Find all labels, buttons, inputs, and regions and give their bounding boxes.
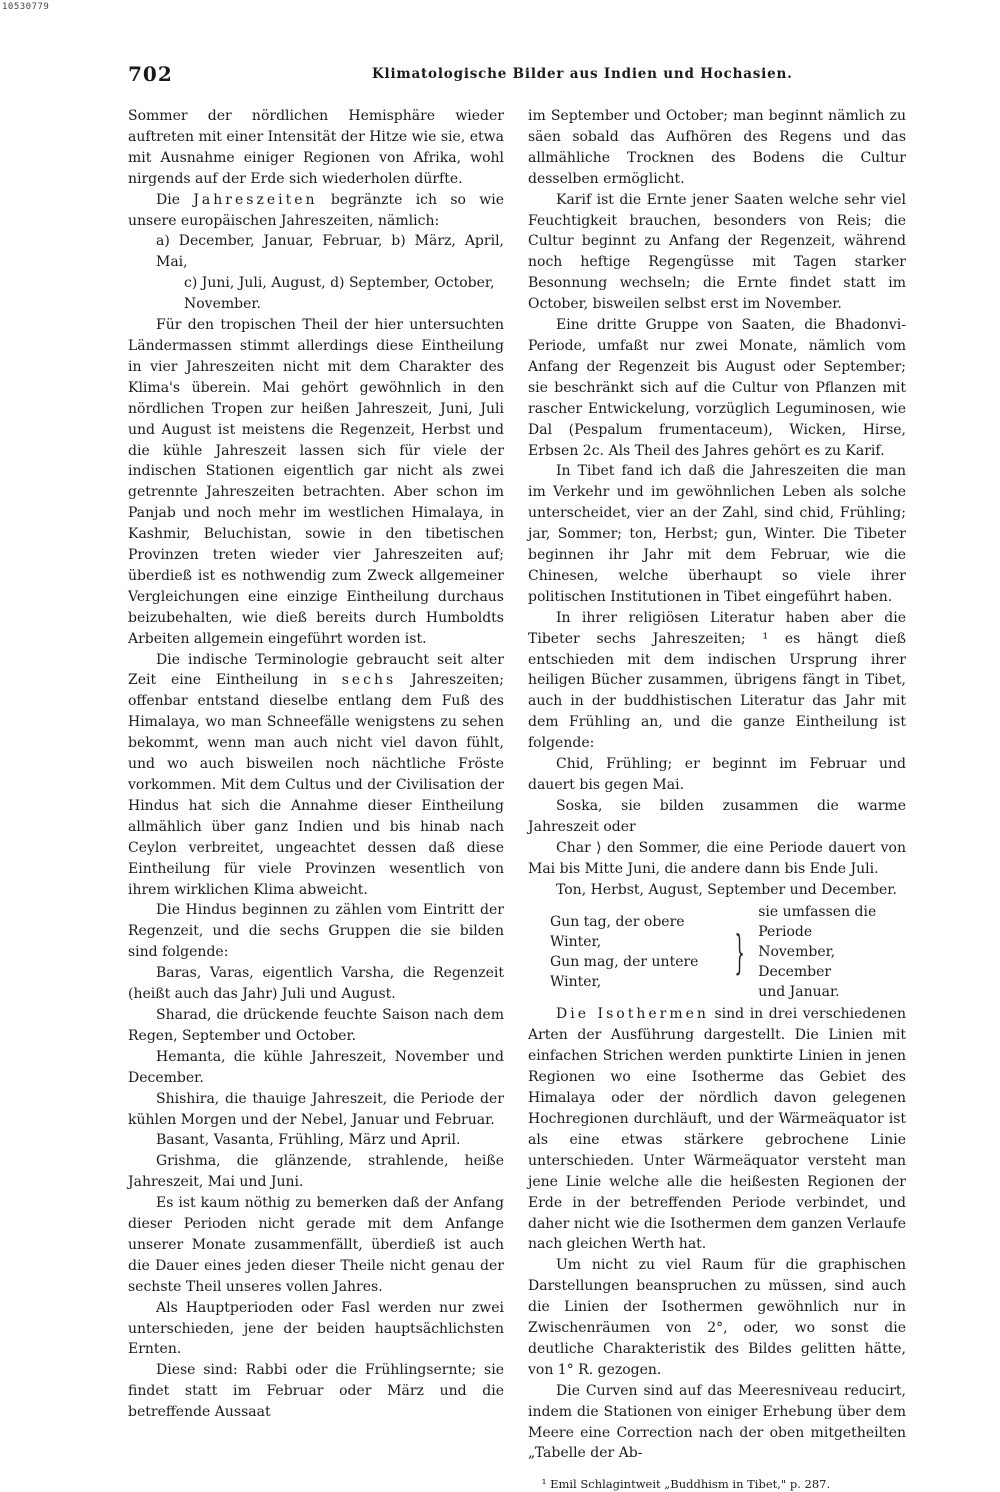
text: Die: [156, 191, 180, 208]
paragraph: Sommer der nördlichen Hemisphäre wieder auftreten mit einer Intensität der Hitze wie sie, etwa mit Ausnahme einiger Regionen von Afrika, wohl nirgends auf der Erde sich wiederholen dürfte.: [128, 108, 504, 187]
text: sind in drei verschiedenen Arten der Ausführung dargestellt. Die Linien mit einfachen Strichen werden punktirte Linien in jenen Regionen wo eine Isotherme das Gebiet des Himalaya oder der nördlich davon gelegenen Hochregionen durchläuft, und der Wärmeäquator ist als eine etwas stärkere gebrochene Linie unterschieden. Unter Wärmeäquator versteht man jene Linie welche alle die heißesten Regionen der Erde in der betreffenden Periode verbindet, und daher nicht wie die Isothermen dem ganzen Verlaufe nach gleichen Werth hat.: [528, 1006, 906, 1253]
list-item: c) Juni, Juli, August, d) September, October, November.: [184, 275, 495, 313]
list-item: Shishira, die thauige Jahreszeit, die Periode der kühlen Morgen und der Nebel, Januar und Februar.: [128, 1090, 504, 1128]
running-title: Klimatologische Bilder aus Indien und Hochasien.: [372, 66, 793, 82]
paragraph: [128, 190, 504, 232]
text: Jahreszeiten; offenbar entstand dieselbe entlang dem Fuß des Himalaya, wo man Schneefälle wenigstens zu sehen bekommt, wenn man auch nicht viel davon fühlt, und wo auch bisweilen noch nächtliche Fröste vorkommen. Mit dem Cultus und der Civilisation der Hindus hat sich die Annahme dieser Eintheilung allmählich über ganz Indien und bis hinab nach Ceylon verbreitet, ungeachtet dessen daß diese Eintheilung für viele Provinzen wesentlich von ihrem wirklichen Klima abweicht.: [128, 672, 504, 898]
spaced-term: sechs: [341, 672, 397, 689]
paragraph: In Tibet fand ich daß die Jahreszeiten die man im Verkehr und im gewöhnlichen Leben als solche unterscheidet, vier an der Zahl, sind chid, Frühling; jar, Sommer; ton, Herbst; gun, Winter. Die Tibeter beginnen ihr Jahr mit dem Februar, wie die Chinesen, welche überhaupt so viele ihrer politischen Institutionen in Tibet eingeführt haben.: [528, 463, 906, 605]
winter-group: [550, 902, 906, 1002]
list-item: Baras, Varas, eigentlich Varsha, die Regenzeit (heißt auch das Jahr) Juli und August.: [128, 965, 504, 1003]
paragraph: [528, 1004, 906, 1255]
left-column: [128, 106, 504, 1423]
text: sie umfassen die Periode: [758, 904, 877, 941]
paragraph: im September und October; man beginnt nämlich zu säen sobald das Aufhören des Regens und das allmähliche Trocknen des Bodens die Cultur desselben ermöglicht.: [528, 108, 906, 187]
spaced-term: Jahreszeiten: [193, 191, 318, 208]
winter-names: [550, 912, 721, 992]
paragraph: Die Hindus beginnen zu zählen vom Eintritt der Regenzeit, und die sechs Gruppen die sie bilden sind folgende:: [128, 902, 504, 961]
right-column: [528, 106, 906, 1492]
paragraph: Die Curven sind auf das Meeresniveau reducirt, indem die Stationen von einiger Erhebung über dem Meere eine Correction nach der oben mitgetheilten „Tabelle der Ab-: [528, 1382, 906, 1462]
brace-glyph: }: [734, 925, 745, 980]
text: Die indische Terminologie gebraucht seit alter Zeit eine Eintheilung in: [128, 651, 504, 689]
paragraph: Karif ist die Ernte jener Saaten welche sehr viel Feuchtigkeit brauchen, besonders von Reis; die Cultur beginnt zu Anfang der Regenzeit, während noch heftige Regengüsse mit Tagen starker Besonnung wechseln; die Ernte findet statt im October, bisweilen selbst erst im November.: [528, 191, 906, 313]
season-list: [128, 231, 504, 315]
list-item: Hemanta, die kühle Jahreszeit, November und December.: [128, 1048, 504, 1086]
list-item: Char ⟩ den Sommer, die eine Periode dauert von Mai bis Mitte Juni, die andere dann bis Ende Juli.: [528, 839, 906, 877]
paragraph: Es ist kaum nöthig zu bemerken daß der Anfang dieser Perioden nicht gerade mit dem Anfange unserer Monate zusammenfällt, überdieß ist auch die Dauer eines jeden dieser Theile nicht genau der sechste Theil unseres vollen Jahres.: [128, 1195, 504, 1295]
paragraph: Eine dritte Gruppe von Saaten, die Bhadonvi-Periode, umfaßt nur zwei Monate, nämlich vom Anfang der Regenzeit bis August oder September; sie beschränkt sich auf die Cultur von Pflanzen mit rascher Entwickelung, vorzüglich Leguminosen, wie Dal (Pespalum frumentaceum), Wicken, Hirse, Erbsen 2c. Als Theil des Jahres gehört es zu Karif.: [528, 317, 906, 459]
list-item: Basant, Vasanta, Frühling, März und April.: [156, 1132, 461, 1149]
footnote: ¹ Emil Schlagintweit „Buddhism in Tibet," p. 287.: [541, 1477, 831, 1492]
paragraph: In ihrer religiösen Literatur haben aber die Tibeter sechs Jahreszeiten; ¹ es hängt dieß entschieden mit dem indischen Ursprung ihrer heiligen Bücher zusammen, übrigens fängt in Tibet, auch in der buddhistischen Literatur das Jahr mit dem Frühling an, und die ganze Eintheilung ist folgende:: [528, 609, 906, 752]
list-item: Sharad, die drückende feuchte Saison nach dem Regen, September und October.: [128, 1006, 504, 1044]
list-item: Ton, Herbst, August, September und December.: [556, 881, 897, 898]
list-item: a) December, Januar, Februar, b) März, April, Mai,: [156, 233, 504, 271]
page-number: 702: [128, 62, 173, 86]
winter-period: [758, 902, 906, 1002]
text: und Januar.: [758, 984, 840, 1001]
scan-id: 10530779: [2, 2, 50, 12]
paragraph: Um nicht zu viel Raum für die graphischen Darstellungen beanspruchen zu müssen, sind auch die Linien der Isothermen gewöhnlich nur in Zwischenräumen von 2°, oder, wo sonst die deutliche Charakteristik des Bildes gelitten hätte, von 1° R. gezogen.: [528, 1257, 906, 1378]
gun-tag: Gun tag, der obere Winter,: [550, 914, 685, 951]
text: November, December: [758, 944, 836, 981]
gun-mag: Gun mag, der untere Winter,: [550, 954, 699, 991]
list-item: Chid, Frühling; er beginnt im Februar und dauert bis gegen Mai.: [528, 756, 906, 793]
paragraph: Für den tropischen Theil der hier untersuchten Ländermassen stimmt allerdings diese Eintheilung in vier Jahreszeiten nicht mit dem Charakter des Klima's überein. Mai gehört gewöhnlich in den nördlichen Tropen zur heißen Jahreszeit, Juni, Juli und August ist meistens die Regenzeit, Herbst und die kühle Jahreszeit lassen sich für viele der indischen Stationen eigentlich gar nicht als zwei getrennte Jahreszeiten betrachten. Aber schon im Panjab und noch mehr im westlichen Himalaya, in Kashmir, Beluchistan, sowie in den tibetischen Provinzen treten wieder vier Jahreszeiten auf; überdieß ist es nothwendig zum Zweck allgemeiner Vergleichungen eine einzige Eintheilung durchaus beizubehalten, wie dieß bereits durch Humboldts Arbeiten allgemein eingeführt worden ist.: [128, 317, 504, 647]
paragraph: Diese sind: Rabbi oder die Frühlingsernte; sie findet statt im Februar oder März und die betreffende Aussaat: [128, 1362, 504, 1421]
list-item: Grishma, die glänzende, strahlende, heiße Jahreszeit, Mai und Juni.: [128, 1153, 504, 1191]
text: begränzte ich so wie unsere europäischen Jahreszeiten, nämlich:: [128, 191, 504, 229]
paragraph: [128, 650, 504, 901]
list-item: Soska, sie bilden zusammen die warme Jahreszeit oder: [528, 797, 906, 835]
spaced-term: Die Isothermen: [556, 1006, 709, 1023]
paragraph: Als Hauptperioden oder Fasl werden nur zwei unterschieden, jene der beiden hauptsächlichsten Ernten.: [128, 1299, 504, 1358]
